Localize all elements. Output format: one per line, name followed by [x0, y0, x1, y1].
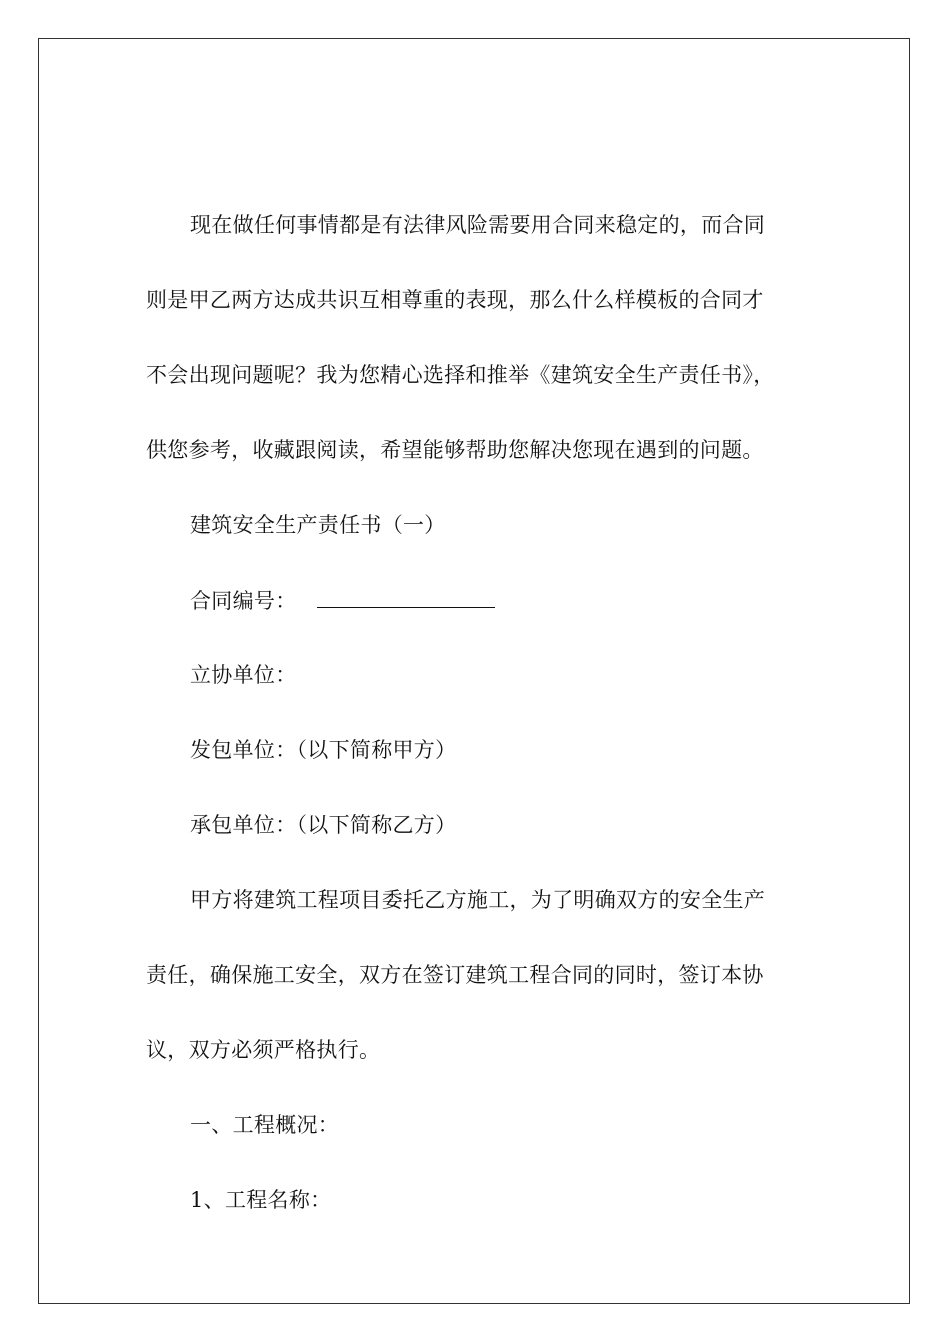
intro-line-4: 供您参考，收藏跟阅读，希望能够帮助您解决您现在遇到的问题。: [146, 438, 764, 462]
party-b: 承包单位：（以下简称乙方）: [190, 813, 457, 837]
purpose-line-2: 责任，确保施工安全，双方在签订建筑工程合同的同时，签订本协: [146, 963, 764, 987]
contract-number-row: [190, 585, 495, 616]
contract-number-label: 合同编号：: [190, 589, 297, 613]
intro-line-2: 则是甲乙两方达成共识互相尊重的表现，那么什么样模板的合同才: [146, 288, 764, 312]
intro-line-1: 现在做任何事情都是有法律风险需要用合同来稳定的，而合同: [190, 213, 766, 237]
heading-project-overview: 一、工程概况：: [190, 1113, 340, 1137]
party-a: 发包单位：（以下简称甲方）: [190, 738, 457, 762]
item-project-name: 1、工程名称：: [190, 1188, 332, 1212]
intro-line-3: 不会出现问题呢？我为您精心选择和推举《建筑安全生产责任书》，: [146, 363, 775, 387]
section-title: 建筑安全生产责任书（一）: [190, 513, 446, 537]
parties-label: 立协单位：: [190, 663, 297, 687]
purpose-line-3: 议，双方必须严格执行。: [146, 1038, 381, 1062]
contract-number-blank: [317, 585, 495, 608]
purpose-line-1: 甲方将建筑工程项目委托乙方施工，为了明确双方的安全生产: [190, 888, 766, 912]
